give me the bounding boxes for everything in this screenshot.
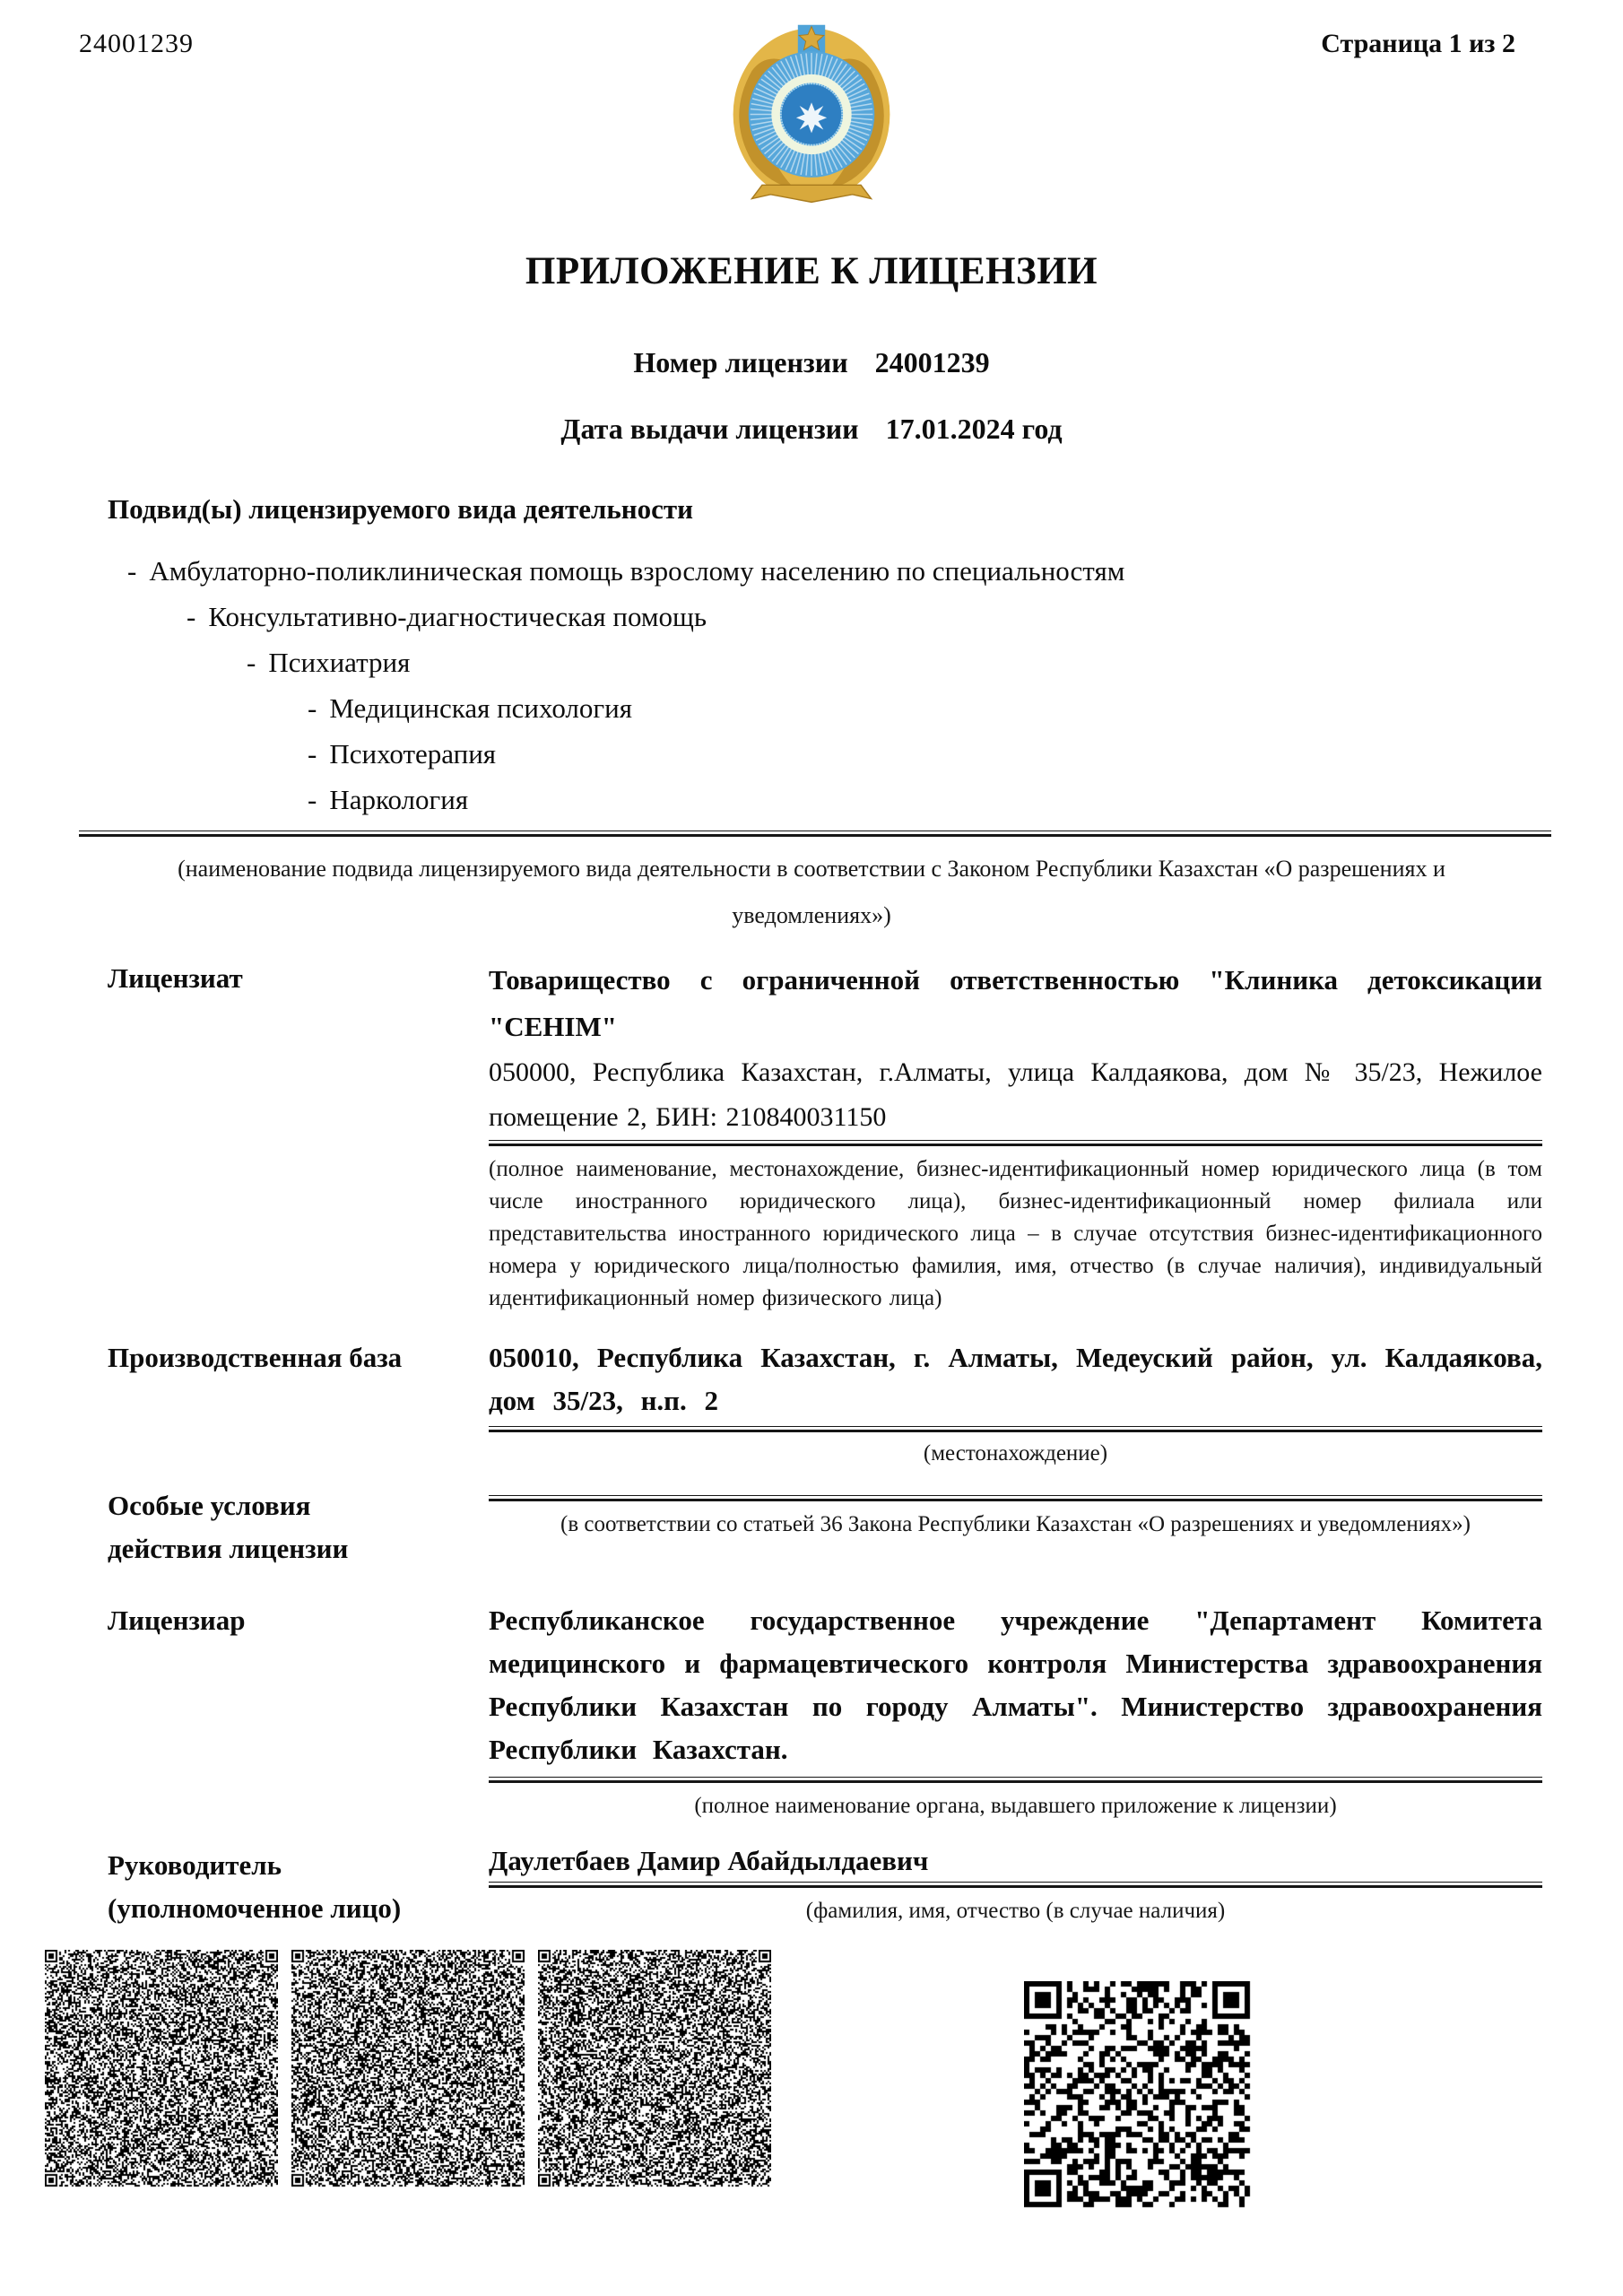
licensor-section [108, 1599, 1542, 1822]
divider-line [79, 831, 1551, 837]
licensee-caption: (полное наименование, местонахождение, бизнес-идентификационный номер юридического лица (в том числе иностранного юридического лица), бизнес-идентификационный номер филиала или представительства иностранного юридического лица – в случае отсутствия бизнес-идентификационного номера у юридического лица/полностью фамилия, имя, отчество (в случае наличия), индивидуальный идентификационный номер физического лица) [489, 1157, 1542, 1310]
head-label: Руководитель (уполномоченное лицо) [108, 1849, 402, 1924]
subtype-item-text: Амбулаторно-поликлиническая помощь взрослому населению по специальностям [149, 555, 1125, 587]
machine-readable-codes [45, 1950, 1623, 2208]
subtype-item-text: Медицинская психология [329, 692, 632, 724]
license-date-value: 17.01.2024 год [885, 413, 1063, 445]
head-caption: (фамилия, имя, отчество (в случае наличия) [805, 1899, 1226, 1923]
licensee-address: 050000, Республика Казахстан, г.Алматы, улица Калдаякова, дом № 35/23, Нежилое помещение 2, БИН: 210840031150 [489, 1057, 1542, 1132]
divider-line [489, 1777, 1542, 1783]
document-barcode-3 [538, 1950, 771, 2187]
kazakhstan-emblem-icon [726, 18, 897, 211]
license-number-label: Номер лицензии [633, 346, 848, 378]
subtype-item [108, 693, 1623, 724]
document-number: 24001239 [79, 29, 194, 58]
page-title: ПРИЛОЖЕНИЕ К ЛИЦЕНЗИИ [525, 250, 1098, 292]
divider-line [489, 1882, 1542, 1888]
head-name: Даулетбаев Дамир Абайдылдаевич [489, 1845, 929, 1876]
subtype-item [108, 785, 1623, 815]
subtype-item [108, 556, 1623, 587]
subtype-item [108, 648, 1623, 678]
subtype-item-text: Наркология [329, 784, 469, 815]
subtypes-caption: (наименование подвида лицензируемого вида деятельности в соответствии с Законом Республики Казахстан «О разрешениях и уведомлениях») [178, 856, 1445, 928]
divider-line [489, 1140, 1542, 1146]
production-base-section [108, 1336, 1542, 1470]
license-date-line [0, 411, 1623, 447]
special-conditions-caption: (в соответствии со статьей 36 Закона Республики Казахстан «О разрешениях и уведомлениях») [560, 1512, 1471, 1536]
dash-bullet: - [308, 738, 317, 770]
verification-qr-code [1024, 1981, 1251, 2208]
dash-bullet: - [187, 601, 196, 632]
dash-bullet: - [247, 647, 256, 678]
document-barcode-1 [45, 1950, 278, 2187]
licensee-label: Лицензиат [108, 962, 243, 994]
license-number-line [0, 344, 1623, 380]
production-base-caption: (местонахождение) [923, 1441, 1108, 1465]
dash-bullet: - [308, 784, 317, 815]
license-date-label: Дата выдачи лицензии [560, 413, 859, 445]
licensor-label: Лицензиар [108, 1605, 246, 1636]
licensor-caption: (полное наименование органа, выдавшего приложение к лицензии) [694, 1794, 1337, 1818]
divider-line [489, 1495, 1542, 1501]
licensee-name: Товарищество с ограниченной ответственностью "Клиника детоксикации "СЕНІМ" [489, 964, 1542, 1042]
subtypes-heading: Подвид(ы) лицензируемого вида деятельности [108, 493, 693, 525]
subtype-item [108, 739, 1623, 770]
special-conditions-label: Особые условия действия лицензии [108, 1490, 349, 1564]
special-conditions-section [108, 1484, 1542, 1570]
page-indicator: Страница 1 из 2 [1321, 29, 1515, 58]
dash-bullet: - [127, 555, 137, 587]
document-barcode-2 [291, 1950, 525, 2187]
subtype-item-text: Психотерапия [329, 738, 497, 770]
licensee-section [108, 957, 1542, 1315]
subtype-item-text: Консультативно-диагностическая помощь [208, 601, 707, 632]
head-section [108, 1844, 1542, 1930]
license-number-value: 24001239 [874, 346, 990, 378]
production-base-label: Производственная база [108, 1342, 403, 1373]
licensor-value: Республиканское государственное учреждение "Департамент Комитета медицинского и фармацевтического контроля Министерства здравоохранения Республики Казахстан по городу Алматы". Министерство здравоохранения Республики Казахстан. [489, 1605, 1542, 1765]
production-base-value: 050010, Республика Казахстан, г. Алматы, Медеуский район, ул. Калдаякова, дом 35/23, н.п. 2 [489, 1342, 1542, 1416]
subtype-item-text: Психиатрия [268, 647, 411, 678]
subtypes-list [108, 556, 1623, 815]
subtype-item [108, 602, 1623, 632]
divider-line [489, 1426, 1542, 1432]
dash-bullet: - [308, 692, 317, 724]
